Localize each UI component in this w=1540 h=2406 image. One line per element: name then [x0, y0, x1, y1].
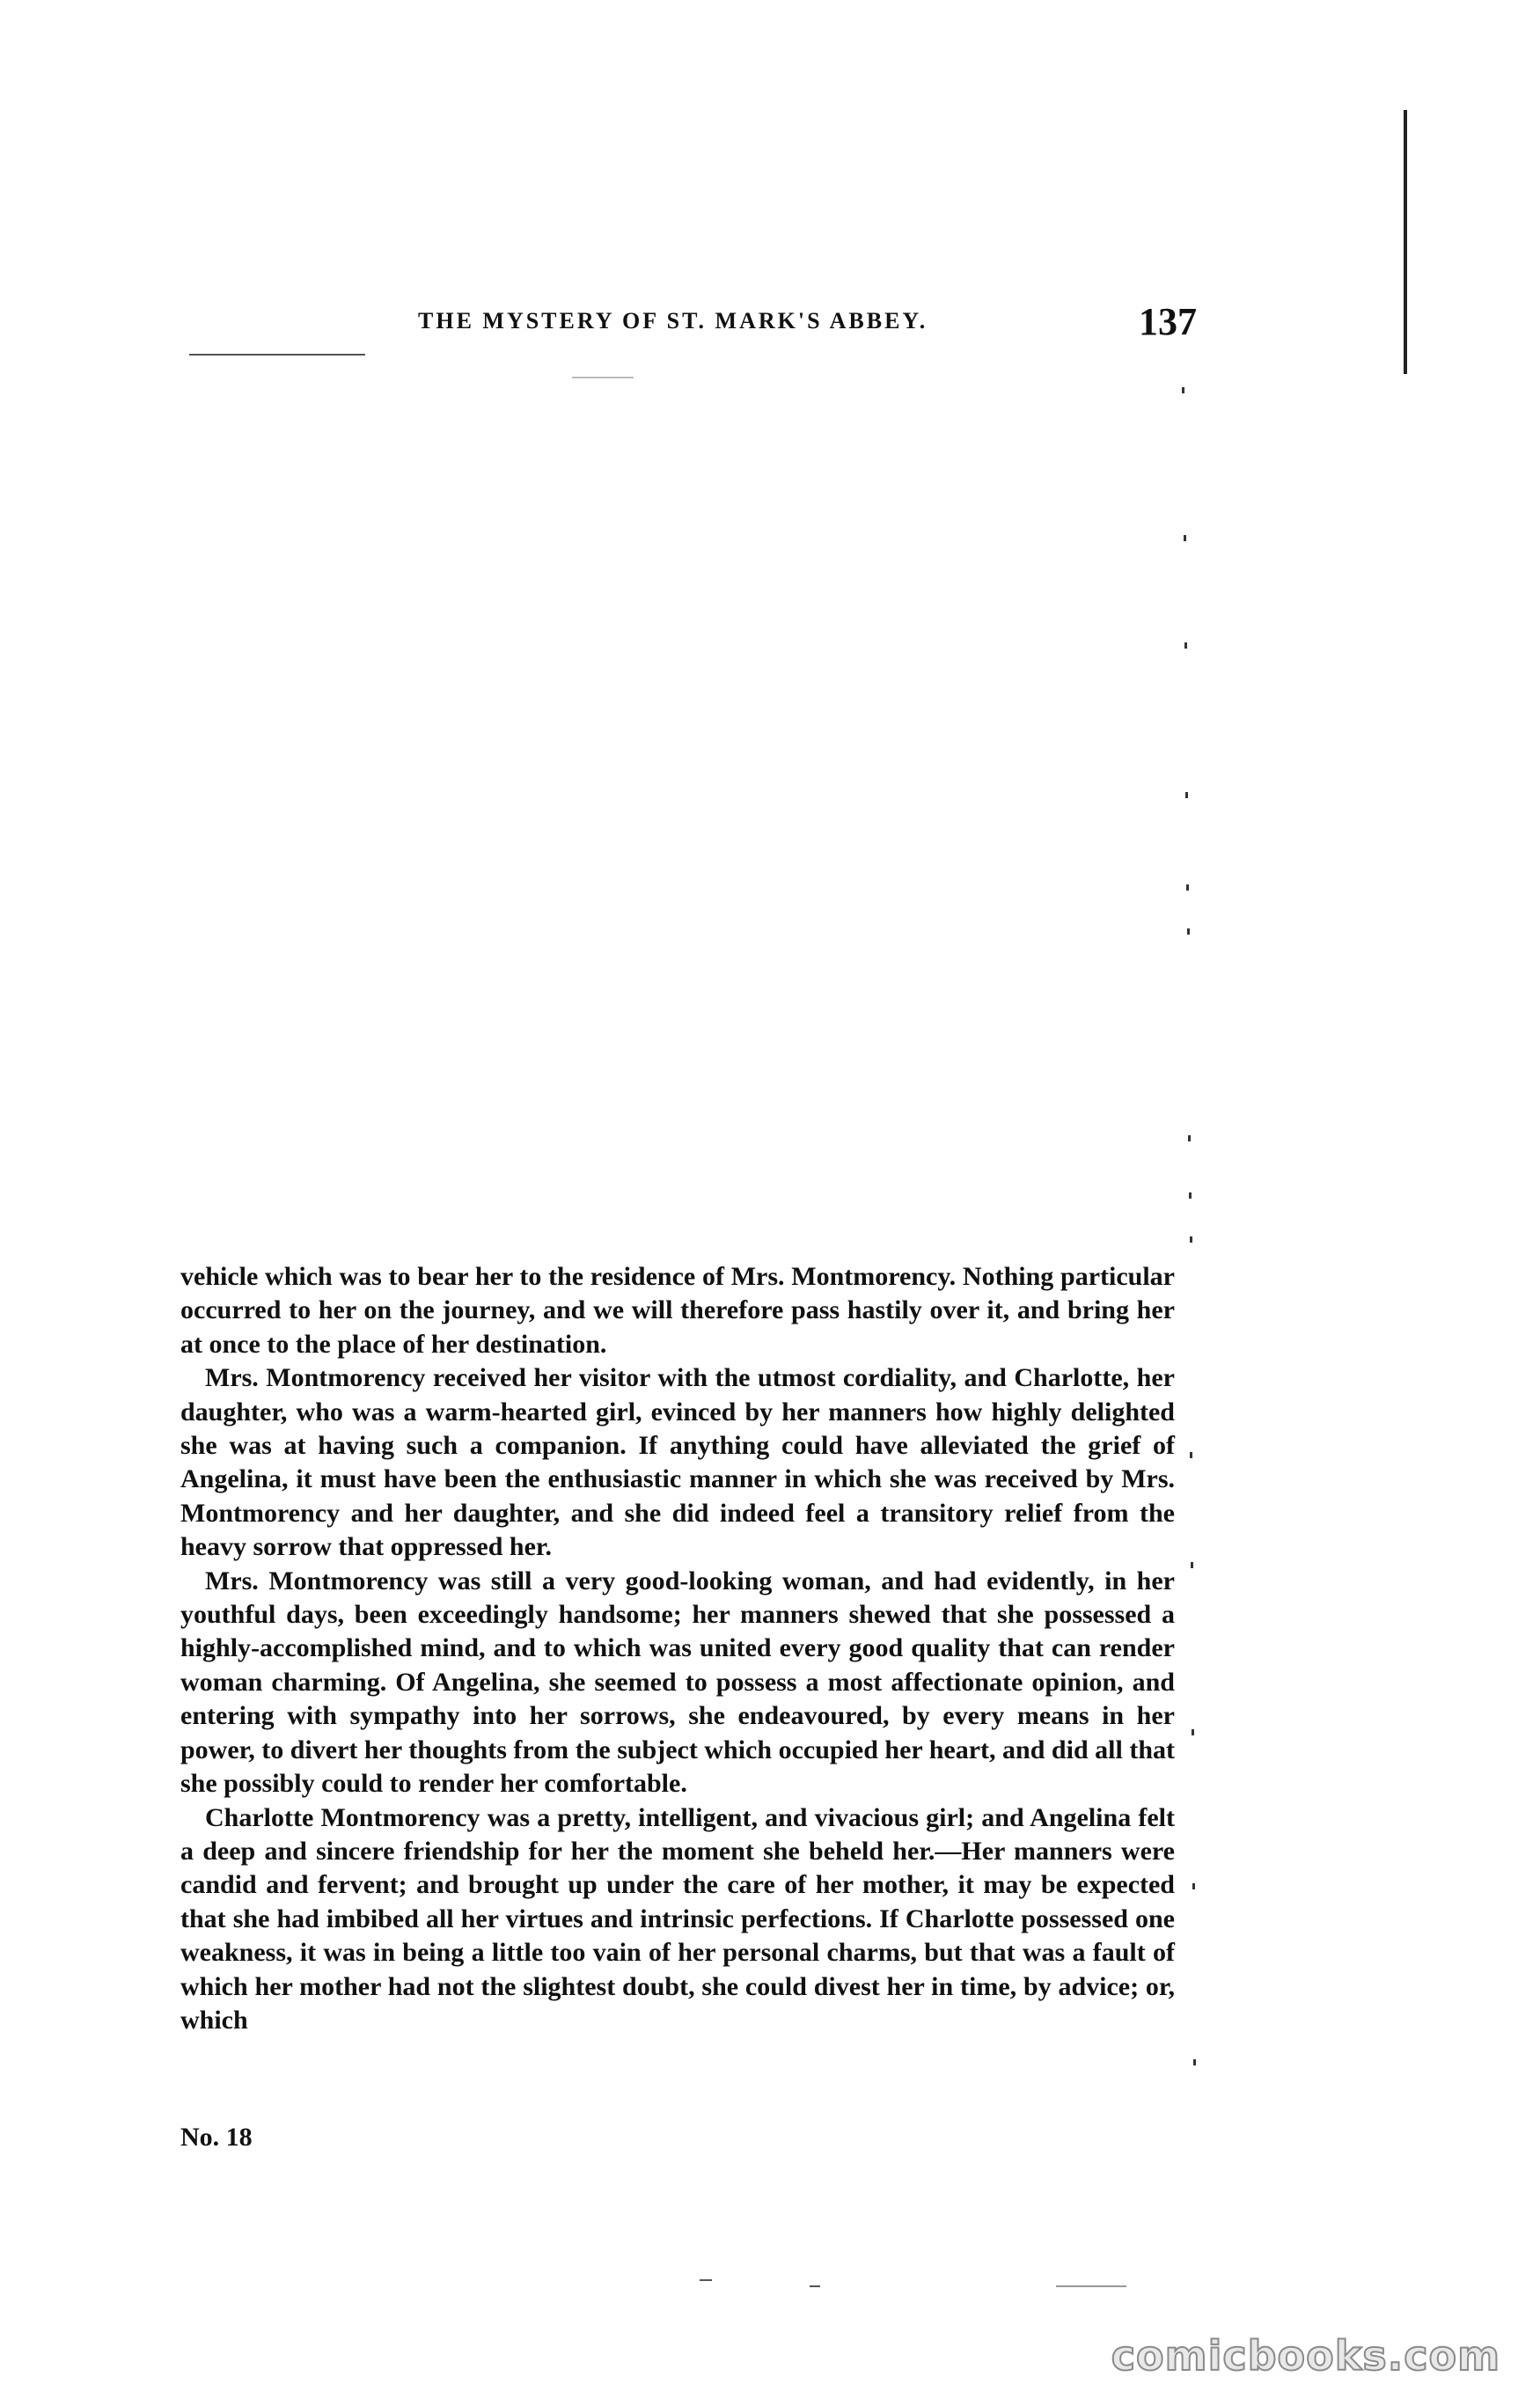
speck [1192, 1729, 1194, 1735]
speck [1190, 1236, 1192, 1243]
speck [700, 2279, 712, 2281]
paragraph: Mrs. Montmorency was still a very good-looking woman, and had evidently, in her youthful days, been exceedingly handsome; her manners shewed that she possessed a highly-accomplished mind, and to which was united every good quality that can render woman charming. Of Angelina, she seemed to possess a most affectionate opinion, and entering with sympathy into her sorrows, she endeavoured, by every means in her power, to divert her thoughts from the subject which occupied her heart, and did all that she possibly could to render her comfortable. [180, 1566, 1175, 1799]
page-number: 137 [1139, 300, 1197, 343]
signature-mark: No. 18 [180, 2123, 253, 2152]
paragraph: vehicle which was to bear her to the residence of Mrs. Montmorency. Nothing particular occurred to her on the journey, and we will therefore pass hastily over it, and bring her at once to the place of her destination. [180, 1262, 1175, 1359]
speck [1189, 1192, 1192, 1199]
speck [1187, 928, 1190, 935]
speck [1193, 2059, 1196, 2065]
speck [1186, 884, 1189, 891]
paragraph: Charlotte Montmorency was a pretty, intelligent, and vivacious girl; and Angelina felt a deep and sincere friendship for her the moment she beheld her.—Her manners were candid and fervent; and brought up under the care of her mother, it may be expected that she had imbibed all her virtues and intrinsic perfections. If Charlotte possessed one weakness, it was in being a little too vain of her personal charms, but that was a fault of which her mother had not the slightest doubt, she could divest her in time, by advice; or, which [180, 1802, 1175, 2035]
speck [1184, 642, 1187, 649]
speck [1056, 2285, 1126, 2287]
speck [1192, 1883, 1195, 1889]
page-edge-shadow [1404, 110, 1407, 374]
speck [1185, 792, 1188, 798]
running-head [180, 299, 1197, 352]
speck [810, 2285, 820, 2287]
speck [1188, 1135, 1191, 1141]
running-title: THE MYSTERY OF ST. MARK'S ABBEY. [418, 308, 928, 334]
speck [572, 377, 634, 378]
speck [189, 354, 365, 356]
watermark: comicbooks.com [1111, 2332, 1500, 2380]
body-text [180, 1260, 1175, 2037]
paragraph: Mrs. Montmorency received her visitor with the utmost cordiality, and Charlotte, her daughter, who was a warm-hearted girl, evinced by her manners how highly delighted she was at having such a companion. If anything could have alleviated the grief of Angelina, it must have been the enthusiastic manner in which she was received by Mrs. Montmorency and her daughter, and she did indeed feel a transitory relief from the heavy sorrow that oppressed her. [180, 1363, 1175, 1562]
speck [1182, 387, 1184, 393]
speck [1184, 535, 1186, 541]
speck [1190, 1452, 1192, 1458]
speck [1191, 1562, 1193, 1568]
